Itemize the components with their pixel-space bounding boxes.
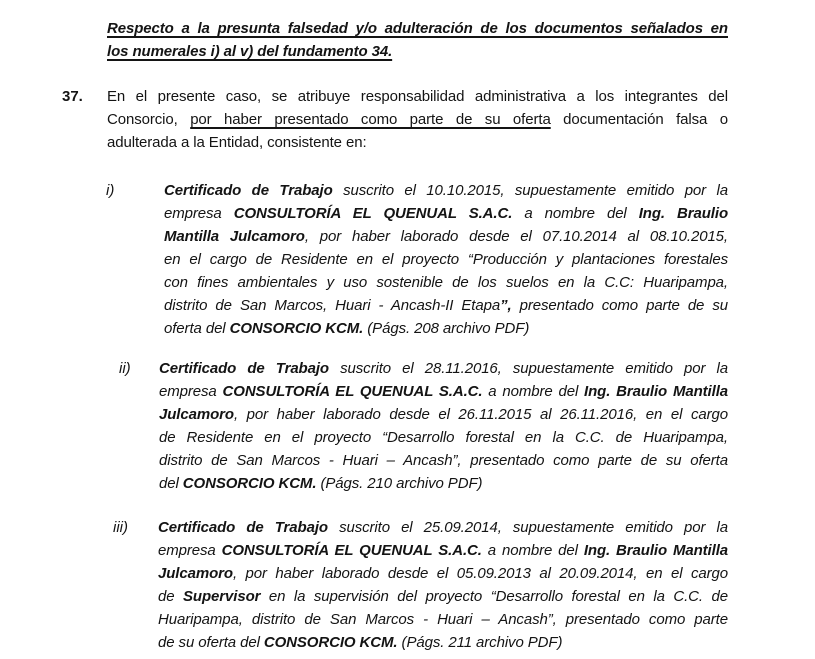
text-line [164, 271, 728, 294]
text-line [158, 516, 728, 539]
list-marker-iii: iii) [113, 519, 128, 536]
text-line [158, 608, 728, 631]
text-line [107, 131, 728, 154]
text-segment: Consorcio, [107, 111, 191, 128]
text-segment: suscrito el 28.11.2016, supuestamente emitido por la [340, 360, 728, 377]
text-segment: Certificado de Trabajo [158, 519, 340, 536]
text-segment: Ing. Braulio [638, 205, 728, 222]
text-segment: Julcamoro [159, 406, 234, 423]
text-segment: CONSORCIO KCM. [182, 475, 321, 492]
text-segment: con fines ambientales y uso sostenible de los suelos en la C.C: Huaripampa, [164, 274, 728, 291]
text-segment: a nombre del [487, 542, 584, 559]
text-segment: distrito de San Marcos - Huari – Ancash”, presentado como parte de su oferta [159, 452, 728, 469]
text-segment: oferta del [164, 320, 230, 337]
text-line [107, 17, 728, 40]
text-segment: En el presente caso, se atribuye responsabilidad administrativa a los integrantes del [107, 88, 728, 105]
text-line [159, 380, 728, 403]
text-segment: ”, [500, 297, 512, 314]
text-segment: suscrito el 10.10.2015, supuestamente emitido por la [343, 182, 728, 199]
text-line [158, 562, 728, 585]
text-line [159, 449, 728, 472]
text-segment: en el cargo de Residente en el proyecto “Producción y plantaciones forestales [164, 251, 728, 268]
text-line [107, 108, 728, 131]
paragraph-37 [62, 85, 728, 154]
section-heading [107, 17, 728, 63]
text-segment: Ing. Braulio Mantilla [584, 383, 728, 400]
text-line [164, 317, 728, 340]
text-line [158, 539, 728, 562]
text-segment: de Residente en el proyecto “Desarrollo forestal en la C.C. de Huaripampa, [159, 429, 728, 446]
text-line [164, 248, 728, 271]
certificate-item-i [106, 179, 728, 340]
text-segment: CONSORCIO KCM. [229, 320, 368, 337]
text-line [164, 179, 728, 202]
text-segment: suscrito el 25.09.2014, supuestamente emitido por la [339, 519, 728, 536]
text-line [158, 585, 728, 608]
text-segment: a nombre del [524, 205, 639, 222]
text-segment: adulterada a la Entidad, consistente en: [107, 134, 367, 151]
text-segment: empresa [158, 542, 222, 559]
text-segment: CONSULTORÍA EL QUENUAL S.A.C. [222, 383, 489, 400]
text-segment: CONSULTORÍA EL QUENUAL S.A.C. [221, 542, 488, 559]
text-line [159, 426, 728, 449]
paragraph-number: 37. [62, 88, 83, 105]
text-segment: (Págs. 210 archivo PDF) [320, 475, 483, 492]
text-segment: del [159, 475, 183, 492]
certificate-item-ii-text [159, 357, 728, 495]
text-segment: de su oferta del [158, 634, 264, 651]
text-segment: por haber presentado como parte de su oferta [190, 111, 551, 128]
text-line [159, 472, 728, 495]
text-segment: CONSULTORÍA EL QUENUAL S.A.C. [233, 205, 525, 222]
certificate-item-iii [113, 516, 728, 654]
text-segment: a nombre del [488, 383, 585, 400]
text-line [159, 403, 728, 426]
certificate-item-ii [119, 357, 728, 495]
text-segment: en la supervisión del proyecto “Desarrollo forestal en la C.C. de [268, 588, 728, 605]
text-segment: Supervisor [183, 588, 269, 605]
text-segment: Mantilla Julcamoro [164, 228, 305, 245]
text-line [164, 202, 728, 225]
text-segment: Certificado de Trabajo [159, 360, 341, 377]
text-segment: empresa [159, 383, 223, 400]
text-segment: los numerales i) al v) del fundamento 34. [107, 43, 393, 60]
text-segment: empresa [164, 205, 234, 222]
paragraph-37-text [107, 85, 728, 154]
text-segment: Certificado de Trabajo [164, 182, 344, 199]
text-segment: de [158, 588, 184, 605]
text-line [107, 40, 728, 63]
text-segment: documentación falsa o [550, 111, 728, 128]
certificate-item-iii-text [158, 516, 728, 654]
text-segment: , por haber laborado desde el 07.10.2014 al 08.10.2015, [304, 228, 728, 245]
text-segment: CONSORCIO KCM. [263, 634, 402, 651]
text-segment: Huaripampa, distrito de San Marcos - Huari – Ancash”, presentado como parte [158, 611, 728, 628]
text-segment: Ing. Braulio Mantilla [583, 542, 728, 559]
text-segment: presentado como parte de su [511, 297, 728, 314]
text-line [159, 357, 728, 380]
text-segment: , por haber laborado desde el 26.11.2015 al 26.11.2016, en el cargo [233, 406, 728, 423]
text-line [158, 631, 728, 654]
text-line [164, 225, 728, 248]
list-marker-i: i) [106, 182, 115, 199]
text-segment: , por haber laborado desde el 05.09.2013 al 20.09.2014, en el cargo [232, 565, 728, 582]
text-segment: distrito de San Marcos, Huari - Ancash-II Etapa [164, 297, 501, 314]
text-segment: Respecto a la presunta falsedad y/o adulteración de los documentos señalados en [107, 20, 728, 37]
text-line [164, 294, 728, 317]
certificate-item-i-text [164, 179, 728, 340]
text-segment: (Págs. 208 archivo PDF) [367, 320, 530, 337]
text-segment: (Págs. 211 archivo PDF) [401, 634, 563, 651]
text-line [107, 85, 728, 108]
list-marker-ii: ii) [119, 360, 131, 377]
text-segment: Julcamoro [158, 565, 233, 582]
